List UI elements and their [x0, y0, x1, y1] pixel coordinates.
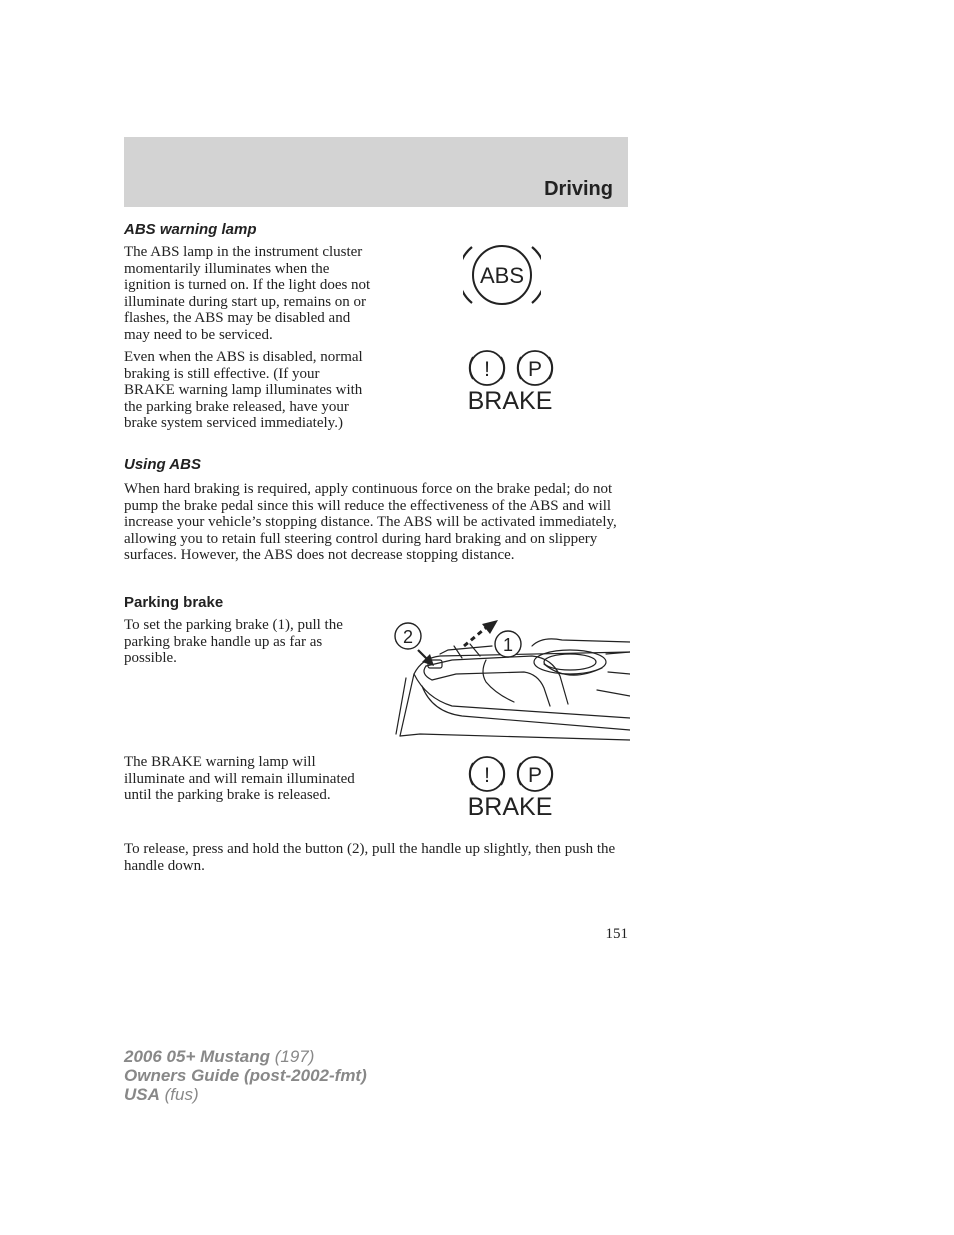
- footer: [124, 1047, 367, 1104]
- abs-warning-lamp-heading: ABS warning lamp: [124, 221, 257, 238]
- brake-warning-icon: [462, 349, 558, 415]
- abs-disabled-paragraph: Even when the ABS is disabled, normal braking is still effective. (If your BRAKE warning lamp illuminates with the parking brake released, have your brake system serviced immediately.): [124, 349, 363, 431]
- brake-icon-word-2: BRAKE: [467, 793, 553, 821]
- parking-brake-set-paragraph: To set the parking brake (1), pull the parking brake handle up as far as possible.: [124, 617, 343, 666]
- parking-brake-lamp-paragraph: The BRAKE warning lamp will illuminate and will remain illuminated until the parking brake is released.: [124, 754, 355, 803]
- parking-brake-heading: Parking brake: [124, 594, 224, 611]
- parking-brake-illustration: [392, 616, 630, 744]
- page-number: 151: [605, 926, 628, 942]
- abs-lamp-paragraph: The ABS lamp in the instrument cluster momentarily illuminates when the ignition is turned on. If the light does not illuminate during start up, remains on or flashes, the ABS may be disabled and may need to be serviced.: [124, 244, 371, 343]
- brake-icon-p-2: P: [527, 764, 543, 787]
- brake-icon-exclaim: !: [484, 358, 490, 381]
- footer-model-code: (197): [270, 1047, 315, 1066]
- callout-2: 2: [402, 627, 414, 647]
- section-header-band: [124, 137, 628, 207]
- using-abs-heading: Using ABS: [124, 456, 201, 473]
- brake-icon-exclaim-2: !: [484, 764, 490, 787]
- abs-icon-label: ABS: [479, 263, 525, 288]
- brake-icon-word: BRAKE: [467, 387, 553, 415]
- using-abs-paragraph: When hard braking is required, apply continuous force on the brake pedal; do not pump the brake pedal since this will reduce the effectiveness of the ABS and will increase your vehicle’s stopping distance. The ABS will be activated immediately, allowing you to retain full steering control during hard braking and on slippery surfaces. However, the ABS does not decrease stopping distance.: [124, 481, 617, 563]
- brake-icon-p: P: [527, 358, 543, 381]
- footer-model: 2006 05+ Mustang: [124, 1047, 270, 1066]
- abs-warning-icon: [463, 243, 541, 307]
- footer-market: USA: [124, 1085, 160, 1104]
- footer-market-code: (fus): [159, 1085, 199, 1104]
- section-title: Driving: [544, 178, 613, 200]
- parking-brake-release-paragraph: To release, press and hold the button (2), pull the handle up slightly, then push the handle down.: [124, 841, 616, 874]
- footer-guide: Owners Guide (post-2002-fmt): [124, 1066, 367, 1085]
- callout-1: 1: [502, 635, 514, 655]
- brake-warning-icon-2: [462, 755, 558, 821]
